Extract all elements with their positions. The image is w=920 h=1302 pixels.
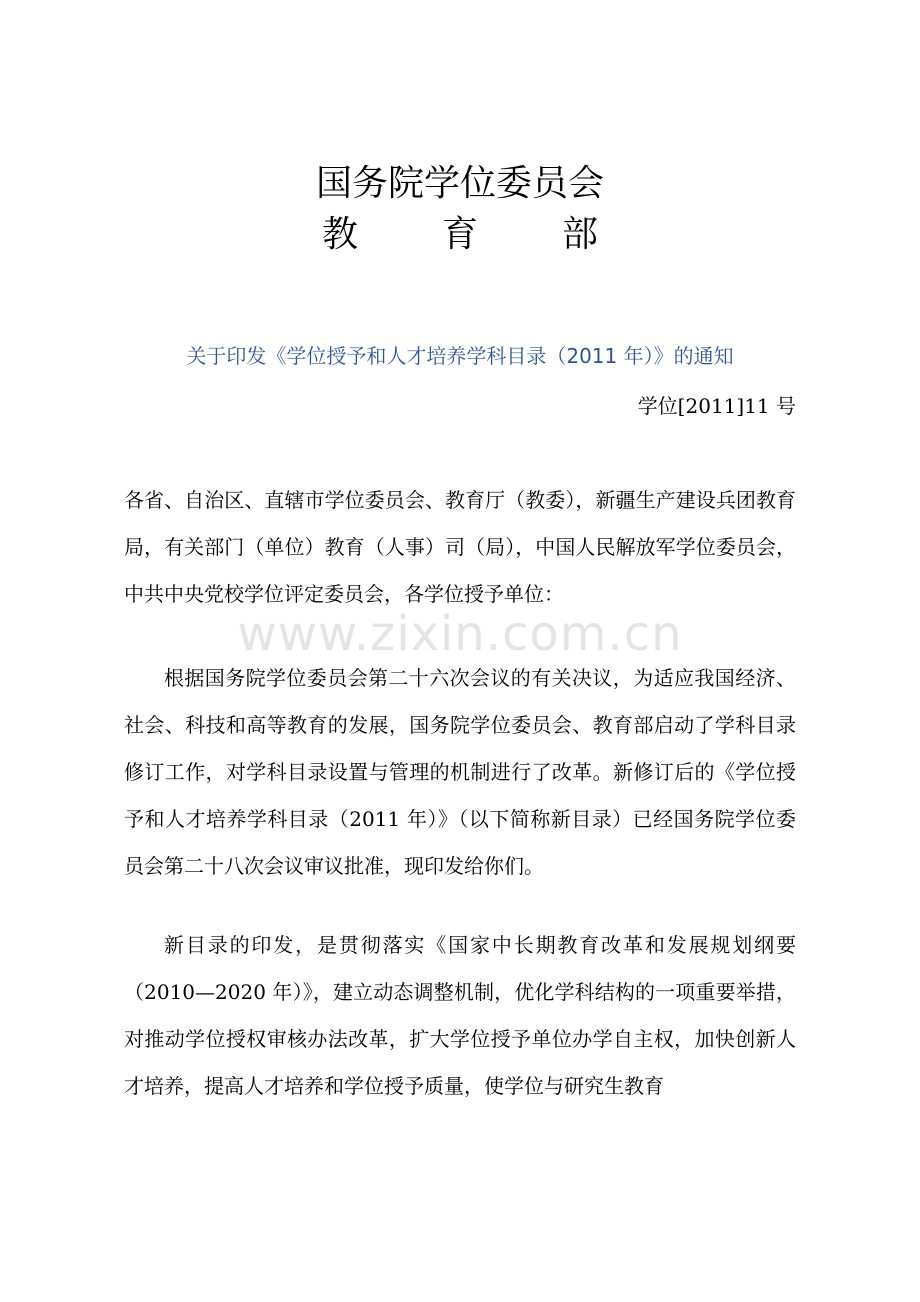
body-paragraph-2: 根据国务院学位委员会第二十六次会议的有关决议，为适应我国经济、社会、科技和高等教育的发展，国务院学位委员会、教育部启动了学科目录修订工作，对学科目录设置与管理的机制进行了改革。新修订后的《学位授予和人才培养学科目录（2011 年）》（以下简称新目录）已经国务院学位委员会第二十八次会议审议批准，现印发给你们。	[124, 666, 796, 878]
body-paragraph-3: 新目录的印发，是贯彻落实《国家中长期教育改革和发展规划纲要（2010—2020 年）》，建立动态调整机制，优化学科结构的一项重要举措，对推动学位授权审核办法改革，扩大学位授予单位办学自主权，加快创新人才培养，提高人才培养和学位授予质量，使学位与研究生教育	[124, 933, 796, 1098]
issuer-char-3: 部	[562, 214, 599, 255]
watermark: www.zixin.com.cn	[237, 606, 683, 662]
recipients-paragraph: 各省、自治区、直辖市学位委员会、教育厅（教委），新疆生产建设兵团教育局，有关部门（单位）教育（人事）司（局），中国人民解放军学位委员会，中共中央党校学位评定委员会，各学位授予单位：	[124, 488, 796, 606]
notice-title: 关于印发《学位授予和人才培养学科目录（2011 年）》的通知	[186, 344, 734, 368]
document-number: 学位[2011]11 号	[637, 394, 796, 418]
issuer-line-1: 国务院学位委员会	[315, 163, 604, 204]
issuer-char-1: 教	[321, 214, 358, 255]
issuer-line-2	[0, 211, 920, 259]
issuer-char-2: 育	[441, 214, 478, 255]
